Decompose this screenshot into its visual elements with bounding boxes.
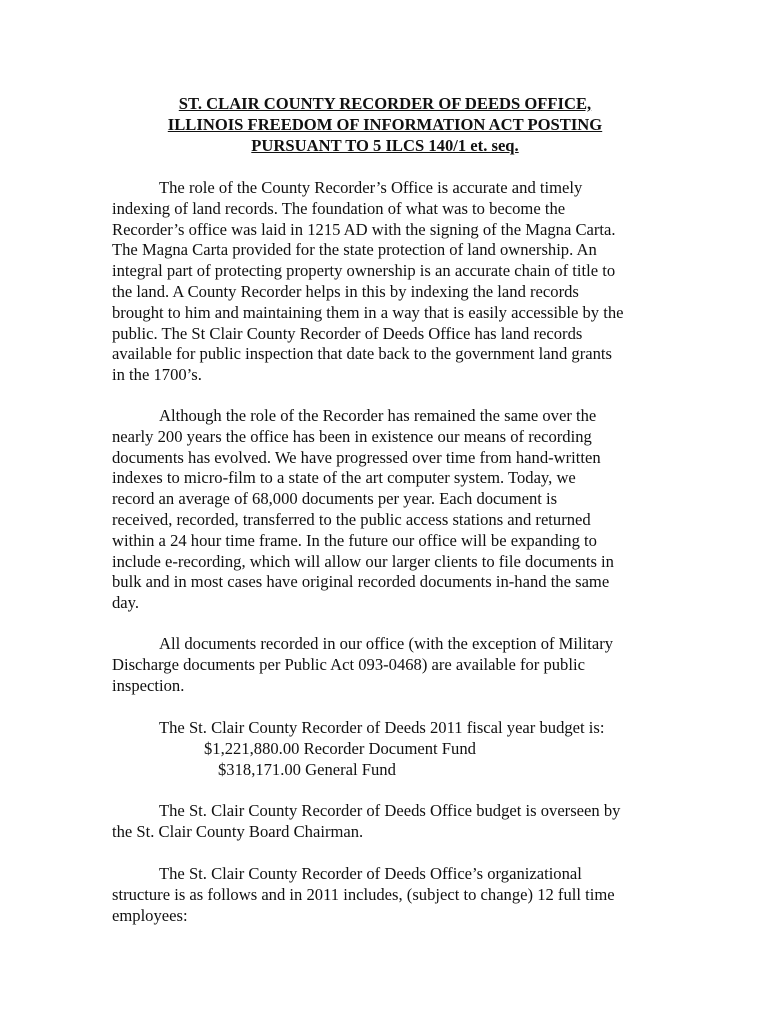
paragraph-budget: [112, 718, 672, 780]
text-line: Although the role of the Recorder has remained the same over the: [159, 406, 597, 425]
paragraph-public-inspection: [112, 634, 672, 696]
text-line: available for public inspection that date back to the government land grants: [112, 344, 612, 364]
text-line: Discharge documents per Public Act 093-0468) are available for public: [112, 654, 585, 674]
text-line: brought to him and maintaining them in a way that is easily accessible by the: [112, 302, 624, 322]
text-line: day.: [112, 593, 140, 613]
text-line: The St. Clair County Recorder of Deeds Office budget is overseen by: [159, 801, 621, 820]
title-line-3: PURSUANT TO 5 ILCS 140/1 et. seq.: [251, 135, 519, 155]
text-line: inspection.: [112, 675, 185, 695]
title-line-2: ILLINOIS FREEDOM OF INFORMATION ACT POSTING: [167, 114, 603, 134]
text-line: within a 24 hour time frame. In the future our office will be expanding to: [112, 530, 597, 550]
text-line: structure is as follows and in 2011 includes, (subject to change) 12 full time: [112, 884, 615, 904]
text-line: The Magna Carta provided for the state protection of land ownership. An: [112, 240, 597, 260]
budget-general-fund: $318,171.00 General Fund: [218, 759, 396, 779]
paragraph-recorder-role: [112, 178, 672, 386]
paragraph-budget-oversight: [112, 801, 672, 843]
text-line: public. The St Clair County Recorder of Deeds Office has land records: [112, 323, 583, 343]
document-title: [100, 94, 670, 156]
text-line: All documents recorded in our office (with the exception of Military: [159, 634, 614, 653]
text-line: received, recorded, transferred to the public access stations and returned: [112, 509, 591, 529]
text-line: employees:: [112, 905, 188, 925]
text-line: indexing of land records. The foundation of what was to become the: [112, 198, 566, 218]
text-line: documents has evolved. We have progressed over time from hand-written: [112, 447, 601, 467]
text-line: bulk and in most cases have original recorded documents in-hand the same: [112, 572, 610, 592]
text-line: integral part of protecting property ownership is an accurate chain of title to: [112, 261, 616, 281]
text-line: the St. Clair County Board Chairman.: [112, 821, 364, 841]
text-line: record an average of 68,000 documents per year. Each document is: [112, 489, 558, 509]
text-line: include e-recording, which will allow our larger clients to file documents in: [112, 551, 614, 571]
title-line-1: ST. CLAIR COUNTY RECORDER OF DEEDS OFFICE,: [178, 94, 592, 113]
text-line: the land. A County Recorder helps in this by indexing the land records: [112, 281, 579, 301]
text-line: The St. Clair County Recorder of Deeds Office’s organizational: [159, 864, 582, 883]
budget-intro: The St. Clair County Recorder of Deeds 2011 fiscal year budget is:: [159, 718, 605, 737]
budget-recorder-document-fund: $1,221,880.00 Recorder Document Fund: [204, 738, 476, 758]
text-line: indexes to micro-film to a state of the art computer system. Today, we: [112, 468, 576, 488]
paragraph-organizational-structure: [112, 864, 672, 926]
paragraph-recording-evolution: [112, 406, 672, 614]
text-line: nearly 200 years the office has been in existence our means of recording: [112, 426, 592, 446]
text-line: The role of the County Recorder’s Office is accurate and timely: [159, 178, 583, 197]
text-line: Recorder’s office was laid in 1215 AD with the signing of the Magna Carta.: [112, 219, 616, 239]
text-line: in the 1700’s.: [112, 365, 202, 385]
